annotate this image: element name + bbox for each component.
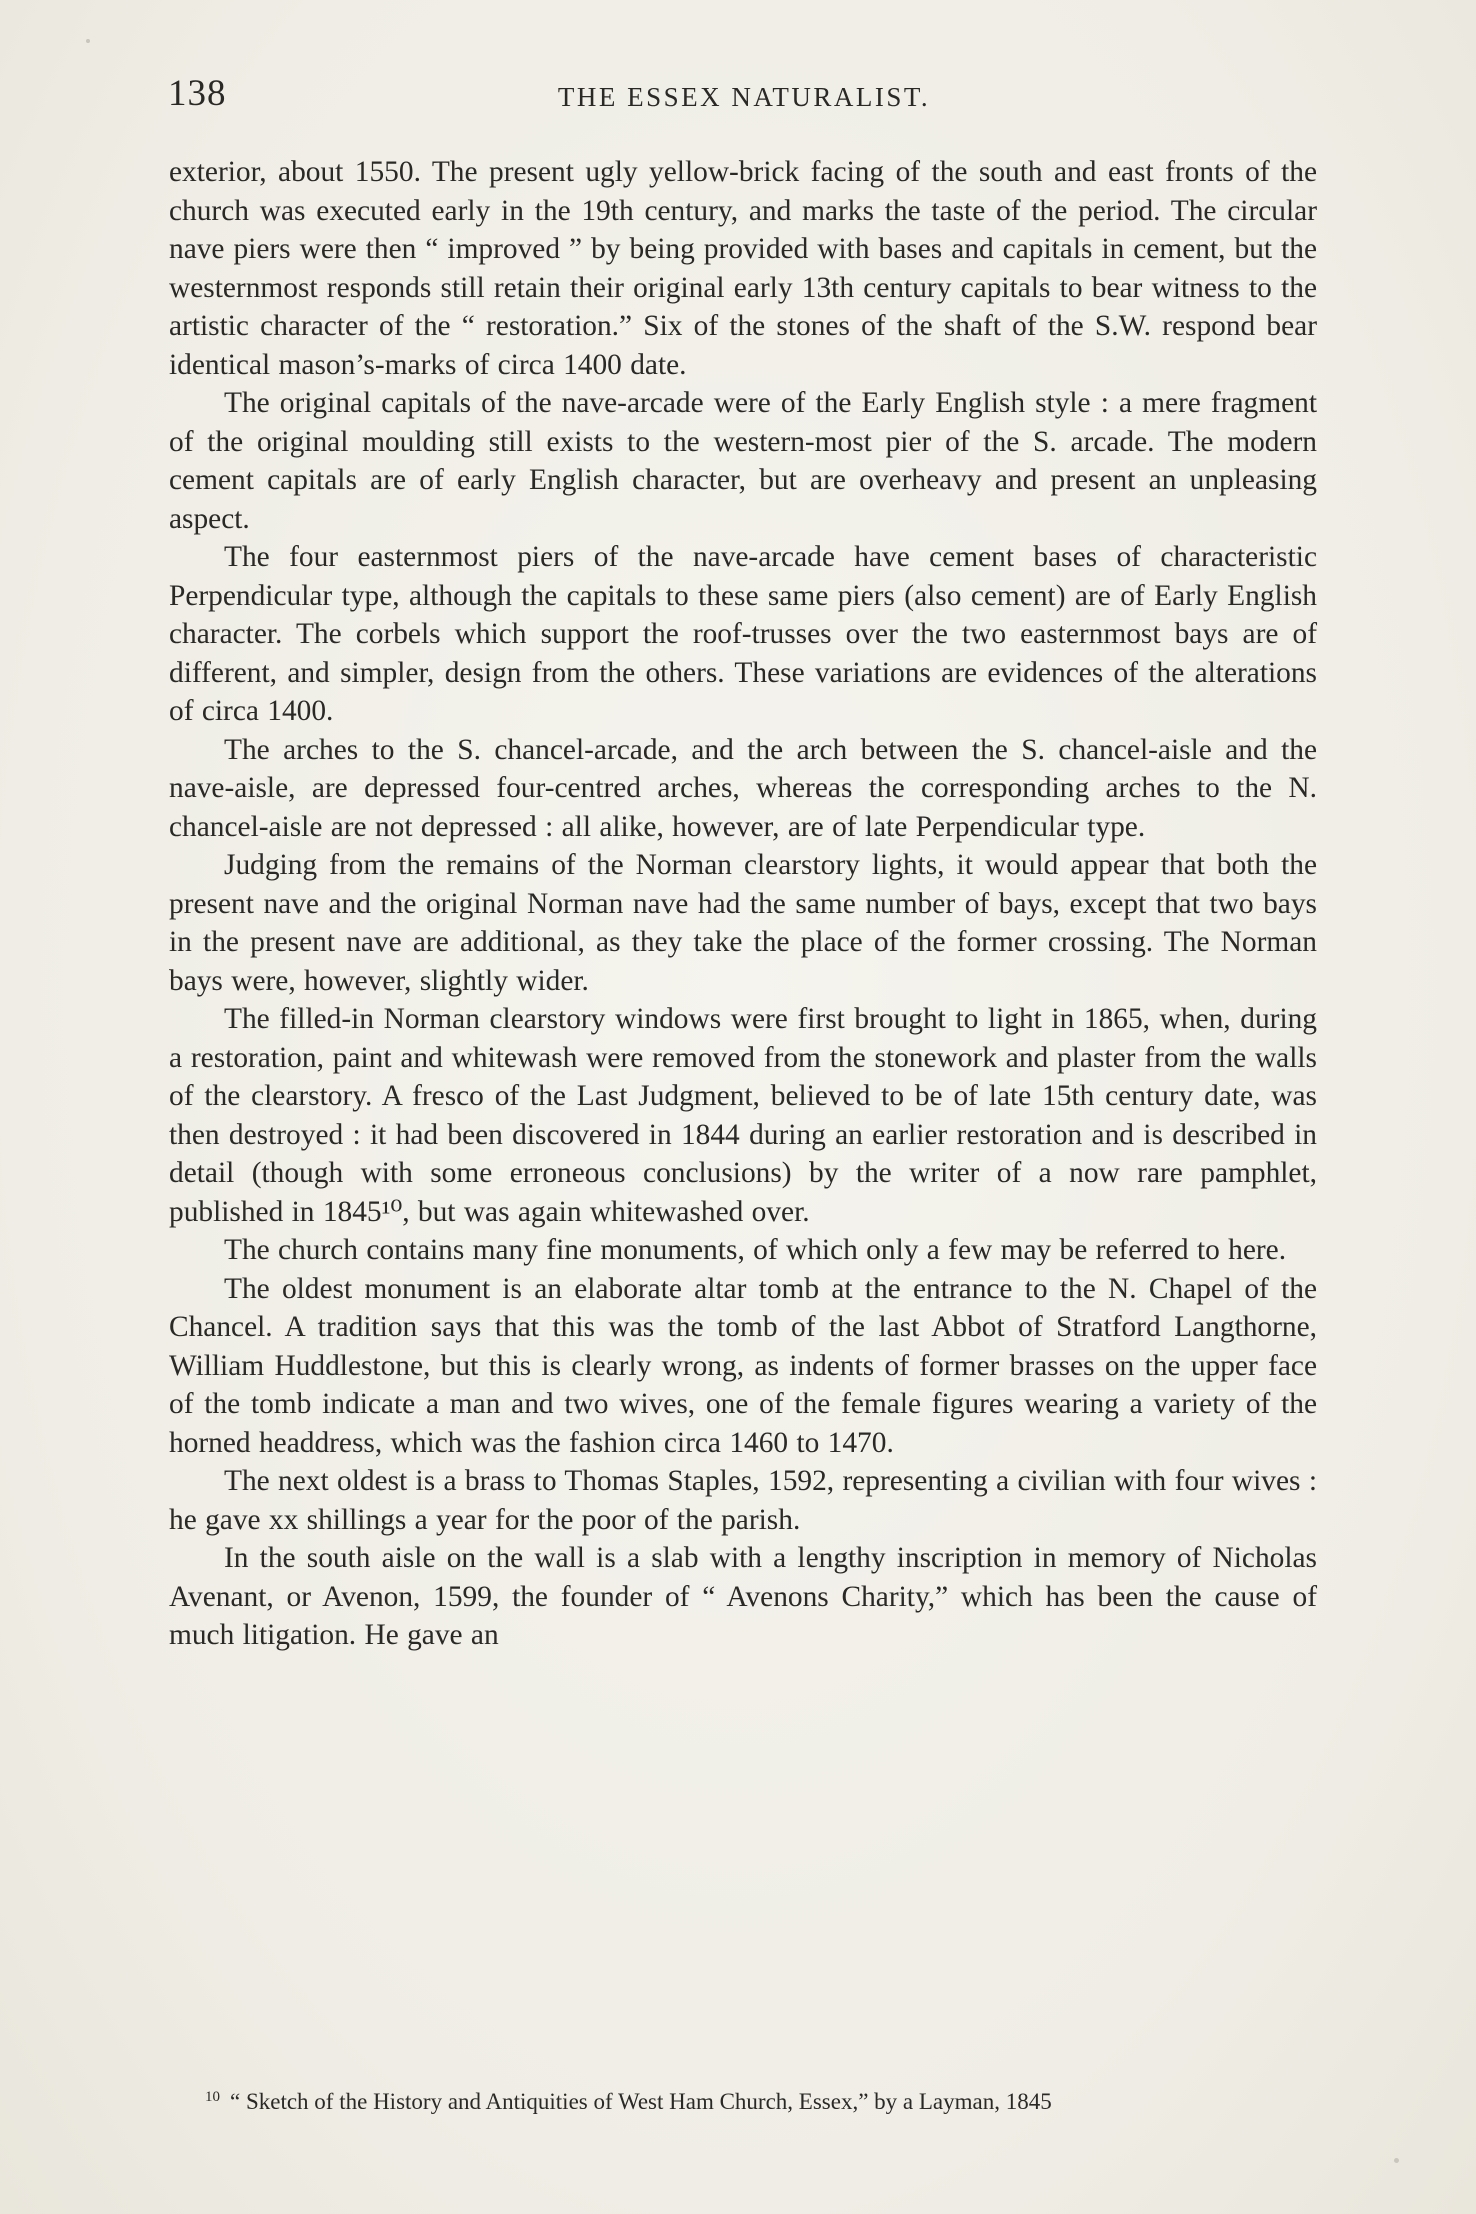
- body-text: [169, 153, 1317, 1655]
- footnote: [205, 2082, 1315, 2117]
- paragraph: The oldest monument is an elaborate altar tomb at the entrance to the N. Chapel of the Chancel. A tradition says that this was the tomb of the last Abbot of Stratford Langthorne, William Huddlestone, but this is clearly wrong, as indents of former brasses on the upper face of the tomb indicate a man and two wives, one of the female figures wearing a variety of the horned headdress, which was the fashion circa 1460 to 1470.: [169, 1272, 1317, 1459]
- paragraph: The filled-in Norman clearstory windows were first brought to light in 1865, when, during a restoration, paint and whitewash were removed from the stonework and plaster from the walls of the clearstory. A fresco of the Last Judgment, believed to be of late 15th century date, was then destroyed : it had been discovered in 1844 during an earlier restoration and is described in detail (though with some erroneous conclusions) by the writer of a now rare pamphlet, published in 1845¹⁰, but was again whitewashed over.: [169, 1003, 1317, 1228]
- footnote-text: “ Sketch of the History and Antiquities of West Ham Church, Essex,” by a Layman, 1845: [230, 2089, 1052, 2114]
- paragraph: exterior, about 1550. The present ugly yellow-brick facing of the south and east fronts of the church was executed early in the 19th century, and marks the taste of the period. The circular nave piers were then “ improved ” by being provided with bases and capitals in cement, but the westernmost responds still retain their original early 13th century capitals to bear witness to the artistic character of the “ restoration.” Six of the stones of the shaft of the S.W. respond bear identical mason’s-marks of circa 1400 date.: [169, 156, 1317, 381]
- paper-speck: [1394, 2158, 1399, 2163]
- paragraph: The original capitals of the nave-arcade were of the Early English style : a mere fragment of the original moulding still exists to the western-most pier of the S. arcade. The modern cement capitals are of early English character, but are overheavy and present an unpleasing aspect.: [169, 387, 1317, 535]
- paragraph: The arches to the S. chancel-arcade, and the arch between the S. chancel-aisle and the nave-aisle, are depressed four-centred arches, whereas the corresponding arches to the N. chancel-aisle are not depressed : all alike, however, are of late Perpendicular type.: [169, 733, 1317, 843]
- paragraph: In the south aisle on the wall is a slab with a lengthy inscription in memory of Nicholas Avenant, or Avenon, 1599, the founder of “ Avenons Charity,” which has been the cause of much litigation. He gave an: [169, 1542, 1317, 1651]
- paragraph: The next oldest is a brass to Thomas Staples, 1592, representing a civilian with four wives : he gave xx shillings a year for the poor of the parish.: [169, 1465, 1317, 1536]
- page-number: 138: [168, 73, 227, 114]
- footnote-marker: 10: [205, 2089, 220, 2105]
- paragraph: The church contains many fine monuments, of which only a few may be referred to here.: [224, 1234, 1287, 1266]
- paragraph: The four easternmost piers of the nave-arcade have cement bases of characteristic Perpendicular type, although the capitals to these same piers (also cement) are of Early English character. The corbels which support the roof-trusses over the two easternmost bays are of different, and simpler, design from the others. These variations are evidences of the alterations of circa 1400.: [169, 541, 1317, 727]
- running-title: THE ESSEX NATURALIST.: [557, 82, 931, 112]
- paragraph: Judging from the remains of the Norman clearstory lights, it would appear that both the present nave and the original Norman nave had the same number of bays, except that two bays in the present nave are additional, as they take the place of the former crossing. The Norman bays were, however, slightly wider.: [169, 849, 1317, 997]
- paper-speck: [86, 39, 90, 43]
- page-header: [168, 72, 1320, 122]
